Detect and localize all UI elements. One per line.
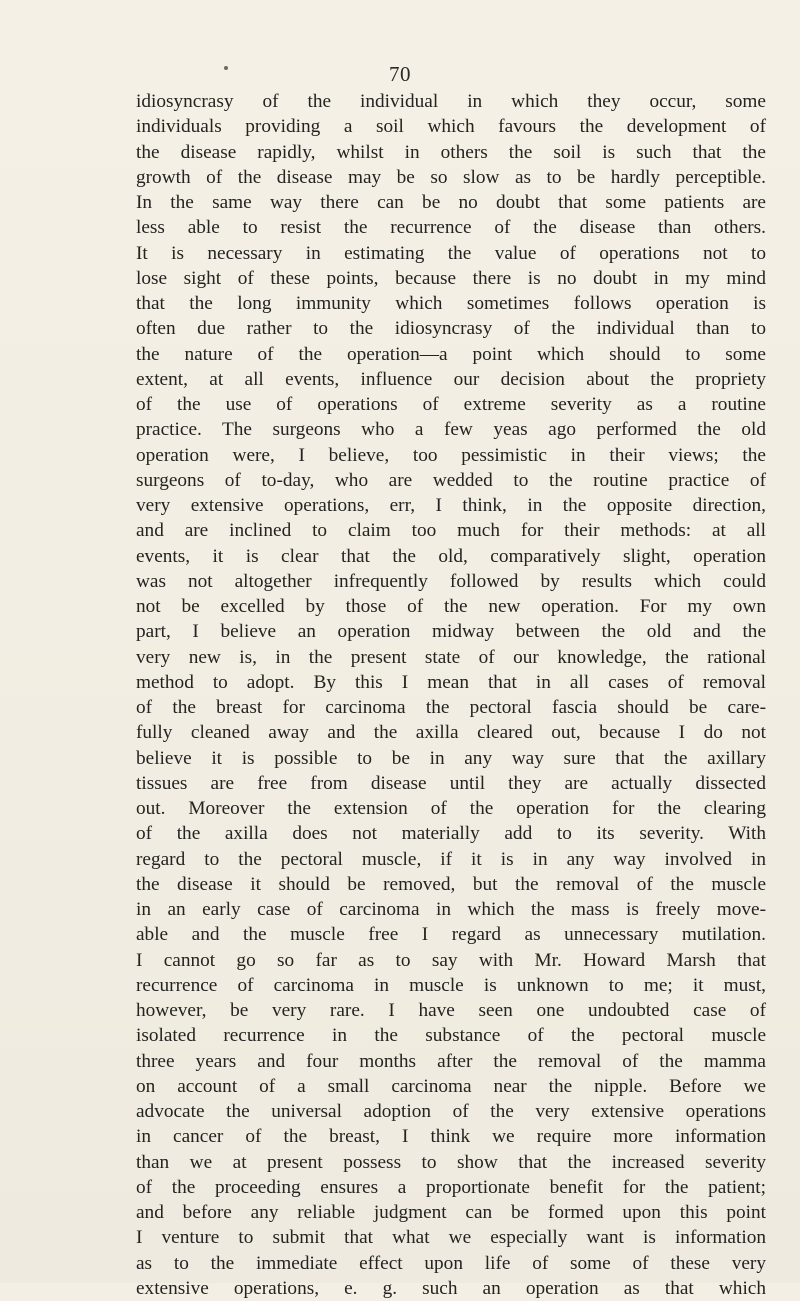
text-line: the disease it should be removed, but the removal of the muscle [136, 873, 766, 895]
text-line: and before any reliable judgment can be formed upon this point [136, 1202, 766, 1223]
text-line: of the axilla does not materially add to its severity. With [136, 823, 766, 845]
text-line: It is necessary in estimating the value of operations not to [136, 242, 766, 264]
text-line: and are inclined to claim too much for their methods: at all [136, 520, 766, 542]
text-line: practice. The surgeons who a few yeas ago performed the old [136, 419, 766, 441]
text-line: method to adopt. By this I mean that in all cases of removal [136, 671, 766, 693]
text-line: fully cleaned away and the axilla cleared out, because I do not [136, 722, 766, 744]
text-line: advocate the universal adoption of the very extensive operations [136, 1101, 766, 1122]
body-text [136, 89, 766, 1301]
text-line: extent, at all events, influence our decision about the propriety [136, 368, 766, 390]
page-number: 70 [389, 62, 411, 86]
text-line: In the same way there can be no doubt that some patients are [136, 192, 766, 213]
text-line: was not altogether infrequently followed by results which could [136, 570, 766, 592]
text-line: very extensive operations, err, I think, in the opposite direction, [136, 495, 766, 516]
text-line: three years and four months after the removal of the mamma [136, 1050, 766, 1072]
text-line: of the breast for carcinoma the pectoral fascia should be care- [136, 697, 766, 718]
text-line: as to the immediate effect upon life of some of these very [136, 1252, 766, 1274]
text-line: believe it is possible to be in any way sure that the axillary [136, 747, 766, 769]
text-line: idiosyncrasy of the individual in which they occur, some [136, 91, 766, 112]
text-line: the disease rapidly, whilst in others the soil is such that the [136, 141, 766, 163]
text-line: that the long immunity which sometimes follows operation is [136, 293, 766, 314]
text-line: operation were, I believe, too pessimistic in their views; the [136, 444, 766, 466]
text-line: extensive operations, e. g. such an operation as that which [136, 1277, 766, 1299]
text-line: able and the muscle free I regard as unnecessary mutilation. [136, 924, 766, 946]
text-line: individuals providing a soil which favours the development of [136, 116, 766, 138]
text-line: regard to the pectoral muscle, if it is in any way involved in [136, 848, 766, 870]
text-line: less able to resist the recurrence of the disease than others. [136, 217, 766, 239]
text-line: recurrence of carcinoma in muscle is unknown to me; it must, [136, 974, 766, 996]
text-line: in cancer of the breast, I think we require more information [136, 1126, 766, 1148]
text-line: however, be very rare. I have seen one undoubted case of [136, 1000, 766, 1021]
text-line: than we at present possess to show that the increased severity [136, 1151, 766, 1173]
text-line: in an early case of carcinoma in which the mass is freely move- [136, 899, 766, 920]
text-line: out. Moreover the extension of the operation for the clearing [136, 798, 766, 819]
text-line: events, it is clear that the old, comparatively slight, operation [136, 545, 766, 567]
text-line: surgeons of to-day, who are wedded to the routine practice of [136, 469, 766, 491]
text-line: growth of the disease may be so slow as to be hardly perceptible. [136, 166, 766, 188]
text-line: I cannot go so far as to say with Mr. Howard Marsh that [136, 949, 766, 971]
text-line: of the proceeding ensures a proportionate benefit for the patient; [136, 1176, 766, 1198]
text-line: of the use of operations of extreme severity as a routine [136, 394, 766, 415]
text-line: on account of a small carcinoma near the nipple. Before we [136, 1075, 766, 1097]
text-line: the nature of the operation—a point which should to some [136, 343, 766, 365]
text-line: not be excelled by those of the new operation. For my own [136, 596, 766, 617]
text-line: very new is, in the present state of our knowledge, the rational [136, 646, 766, 668]
text-line: often due rather to the idiosyncrasy of the individual than to [136, 318, 766, 340]
text-line: isolated recurrence in the substance of the pectoral muscle [136, 1025, 766, 1047]
text-line: I venture to submit that what we especially want is information [136, 1227, 766, 1249]
text-line: lose sight of these points, because there is no doubt in my mind [136, 267, 766, 289]
text-line: part, I believe an operation midway between the old and the [136, 621, 766, 643]
text-line: tissues are free from disease until they are actually dissected [136, 772, 766, 794]
